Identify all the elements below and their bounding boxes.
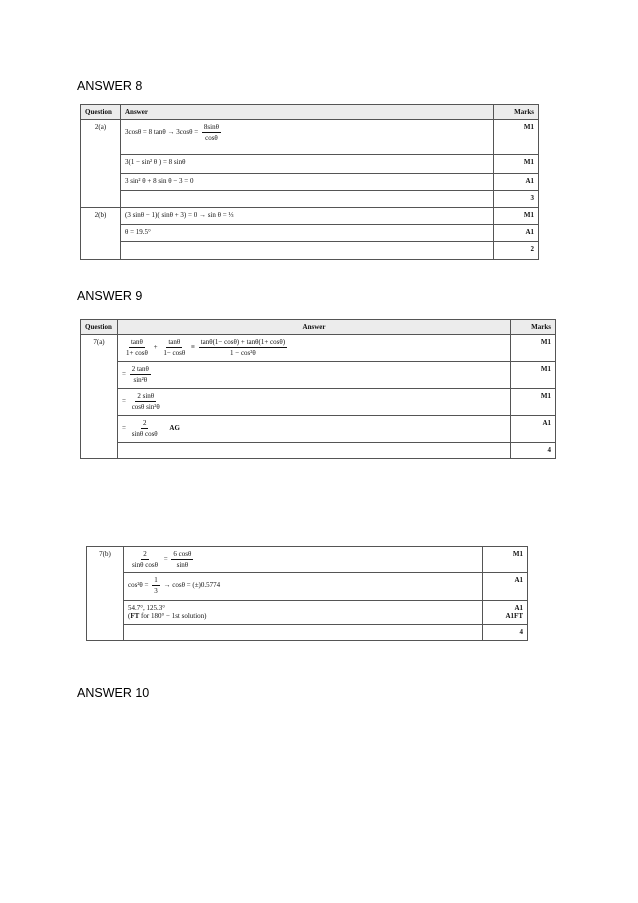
denominator: sinθ cosθ: [132, 561, 158, 569]
mark: A1: [511, 416, 556, 443]
mark: M1: [494, 155, 539, 174]
mark-a1: A1: [514, 604, 523, 612]
question-header: Question: [81, 320, 118, 335]
question-header: Question: [81, 105, 121, 120]
answer-9b-table: [86, 546, 528, 641]
answer-line: [124, 601, 483, 625]
numerator: tanθ(1− cosθ) + tanθ(1+ cosθ): [200, 338, 286, 346]
answer-text: → cosθ = (±)0.5774: [163, 581, 221, 590]
fraction: [152, 576, 160, 595]
fraction: [130, 365, 151, 384]
fraction: [130, 550, 160, 569]
answer-line: [118, 335, 511, 362]
numerator: 2 tanθ: [131, 365, 149, 373]
mark: A1: [494, 174, 539, 191]
fraction: [202, 123, 221, 142]
question-number: 2(a): [81, 120, 121, 208]
numerator: 6 cosθ: [173, 550, 192, 558]
mark: A1: [483, 573, 528, 601]
answer-empty: [118, 443, 511, 459]
numerator: 1: [154, 576, 158, 584]
equiv-sign: ≡: [190, 343, 195, 352]
ft-note: [128, 612, 478, 620]
answer-10-heading: ANSWER 10: [77, 686, 150, 700]
answer-text: 3cosθ = 8 tanθ → 3cosθ =: [125, 128, 199, 137]
equals-sign: =: [122, 370, 126, 379]
answer-line: [124, 547, 483, 573]
numerator: tanθ: [130, 338, 143, 346]
denominator: 3: [154, 587, 158, 595]
mark: A1: [494, 225, 539, 242]
ag-label: AG: [169, 424, 180, 433]
fraction: [130, 419, 160, 438]
numerator: 8sinθ: [203, 123, 219, 131]
mark: M1: [483, 547, 528, 573]
mark: M1: [511, 362, 556, 389]
answer-line: [121, 120, 494, 155]
fraction: [171, 550, 193, 569]
fraction: [124, 338, 150, 357]
plus-sign: +: [153, 343, 158, 352]
answer-9-heading: ANSWER 9: [77, 289, 143, 303]
mark: [483, 601, 528, 625]
mark: M1: [494, 208, 539, 225]
answer-empty: [124, 625, 483, 641]
total-mark: 2: [494, 242, 539, 260]
answer-empty: [121, 242, 494, 260]
denominator: sin²θ: [133, 376, 148, 384]
answer-line: [118, 416, 511, 443]
fraction: [199, 338, 287, 357]
answer-line: 3(1 − sin² θ ) = 8 sinθ: [121, 155, 494, 174]
ft-label: FT: [130, 612, 140, 620]
numerator: 2 sinθ: [137, 392, 155, 400]
answer-text: 54.7°, 125.3°: [128, 604, 166, 612]
answer-line: 3 sin² θ + 8 sin θ − 3 = 0: [121, 174, 494, 191]
answer-8-table: [80, 104, 539, 260]
answer-text: for 180° − 1st solution): [139, 612, 207, 620]
answer-header: Answer: [118, 320, 511, 335]
numerator: tanθ: [168, 338, 181, 346]
denominator: 1+ cosθ: [126, 349, 148, 357]
mark: M1: [511, 335, 556, 362]
marks-header: Marks: [494, 105, 539, 120]
denominator: cosθ sin²θ: [131, 403, 160, 411]
answer-empty: [121, 191, 494, 208]
equals-sign: =: [122, 424, 126, 433]
open-paren: (: [128, 612, 131, 620]
question-number: 7(a): [81, 335, 118, 459]
answer-line: [118, 362, 511, 389]
question-number: 2(b): [81, 208, 121, 260]
mark: M1: [511, 389, 556, 416]
answer-8-heading: ANSWER 8: [77, 79, 143, 93]
denominator: sinθ cosθ: [131, 430, 158, 438]
question-number: 7(b): [87, 547, 124, 641]
total-mark: 4: [511, 443, 556, 459]
answer-9a-table: [80, 319, 556, 459]
mark: M1: [494, 120, 539, 155]
numerator: 2: [143, 550, 147, 558]
denominator: 1 − cos²θ: [230, 349, 256, 357]
total-mark: 4: [483, 625, 528, 641]
answer-header: Answer: [121, 105, 494, 120]
denominator: 1− cosθ: [163, 349, 186, 357]
total-mark: 3: [494, 191, 539, 208]
fraction: [130, 392, 162, 411]
answer-line: θ = 19.5°: [121, 225, 494, 242]
answer-line: [124, 573, 483, 601]
denominator: cosθ: [205, 134, 218, 142]
answer-line: [118, 389, 511, 416]
answer-text: cos²θ =: [128, 581, 149, 590]
marks-header: Marks: [511, 320, 556, 335]
equals-sign: =: [163, 555, 168, 564]
numerator: 2: [142, 419, 147, 427]
mark-a1ft: A1FT: [505, 612, 523, 620]
fraction: [161, 338, 187, 357]
denominator: sinθ: [176, 561, 189, 569]
equals-sign: =: [122, 397, 126, 406]
answer-line: (3 sinθ − 1)( sinθ + 3) = 0 → sin θ = ⅓: [121, 208, 494, 225]
